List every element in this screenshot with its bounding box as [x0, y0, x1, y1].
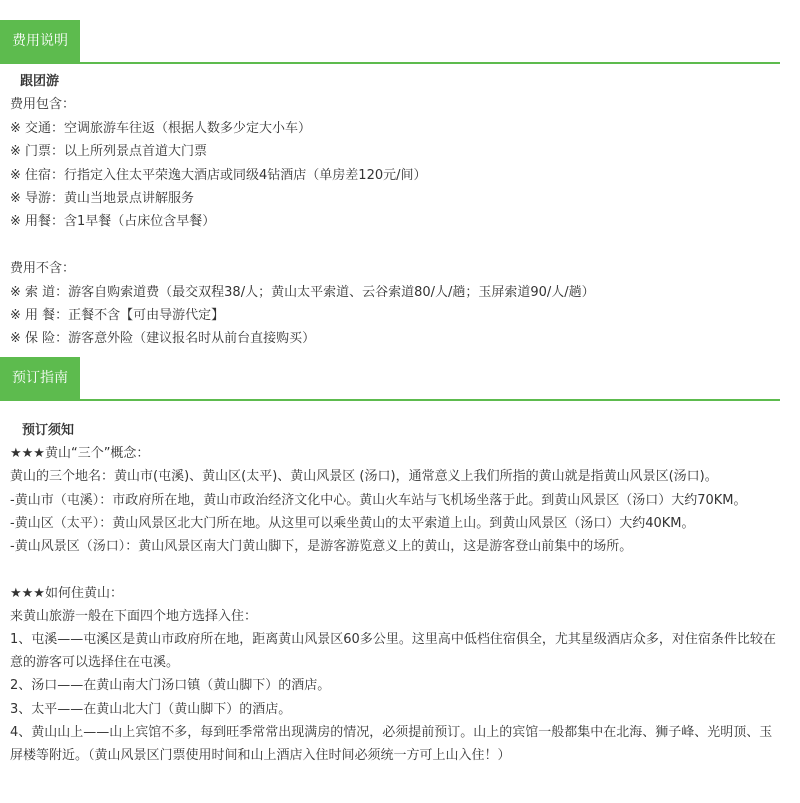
exclude-item: ※ 用 餐：正餐不含【可由导游代定】 [10, 308, 225, 324]
stay-option: 1、屯溪——屯溪区是黄山市政府所在地，距离黄山风景区60多公里。这里高中低档住宿俱全，尤其星级酒店众多，对住宿条件比较在意的游客可以选择住在屯溪。 [10, 632, 776, 671]
booking-content [10, 419, 780, 767]
include-item: ※ 用餐：含1早餐（占床位含早餐） [10, 214, 216, 230]
include-item: ※ 交通：空调旅游车往返（根据人数多少定大小车） [10, 120, 312, 136]
three-concepts-title: ★★★黄山“三个”概念： [10, 446, 150, 462]
concept-line: -黄山市（屯溪）：市政府所在地，黄山市政治经济文化中心。黄山火车站与飞机场坐落于此。到黄山风景区（汤口）大约70KM。 [10, 492, 747, 508]
fee-content [10, 70, 780, 351]
concept-line: 黄山的三个地名：黄山市(屯溪)、黄山区(太平)、黄山风景区 (汤口)，通常意义上我们所指的黄山就是指黄山风景区(汤口)。 [10, 469, 718, 485]
stay-intro: 来黄山旅游一般在下面四个地方选择入住： [10, 608, 258, 624]
exclude-item: ※ 索 道：游客自购索道费（最交双程38/人；黄山太平索道、云谷索道80/人/趟；玉屏索道90/人/趟） [10, 284, 595, 300]
fee-section [0, 20, 780, 347]
group-tour-title: 跟团游 [20, 74, 60, 89]
stay-title: ★★★如何住黄山： [10, 585, 123, 601]
tab-booking-guide[interactable]: 预订指南 [0, 357, 80, 399]
booking-section [0, 357, 780, 764]
spacer [10, 558, 780, 581]
booking-notice-title: 预订须知 [22, 423, 75, 438]
booking-section-header [0, 357, 780, 401]
concept-line: -黄山区（太平）：黄山风景区北大门所在地。从这里可以乘坐黄山的太平索道上山。到黄山风景区（汤口）大约40KM。 [10, 515, 695, 531]
stay-option: 2、汤口——在黄山南大门汤口镇（黄山脚下）的酒店。 [10, 678, 331, 694]
exclude-item: ※ 保 险：游客意外险（建议报名时从前台直接购买） [10, 331, 316, 347]
include-item: ※ 门票：以上所列景点首道大门票 [10, 144, 208, 160]
stay-option: 3、太平——在黄山北大门（黄山脚下）的酒店。 [10, 701, 292, 717]
spacer [10, 234, 780, 257]
excludes-label: 费用不含： [10, 261, 76, 277]
include-item: ※ 住宿：行指定入住太平荣逸大酒店或同级4钻酒店（单房差120元/间） [10, 167, 427, 183]
fee-section-header [0, 20, 780, 64]
concept-line: -黄山风景区（汤口）：黄山风景区南大门黄山脚下，是游客游览意义上的黄山，这是游客登山前集中的场所。 [10, 539, 633, 555]
tab-fee-description[interactable]: 费用说明 [0, 20, 80, 62]
includes-label: 费用包含： [10, 97, 76, 113]
include-item: ※ 导游：黄山当地景点讲解服务 [10, 191, 195, 207]
stay-option: 4、黄山山上——山上宾馆不多，每到旺季常常出现满房的情况，必须提前预订。山上的宾馆一般都集中在北海、狮子峰、光明顶、玉屏楼等附近。（黄山风景区门票使用时间和山上酒店入住时间必须统一方可上山入住！） [10, 724, 773, 764]
